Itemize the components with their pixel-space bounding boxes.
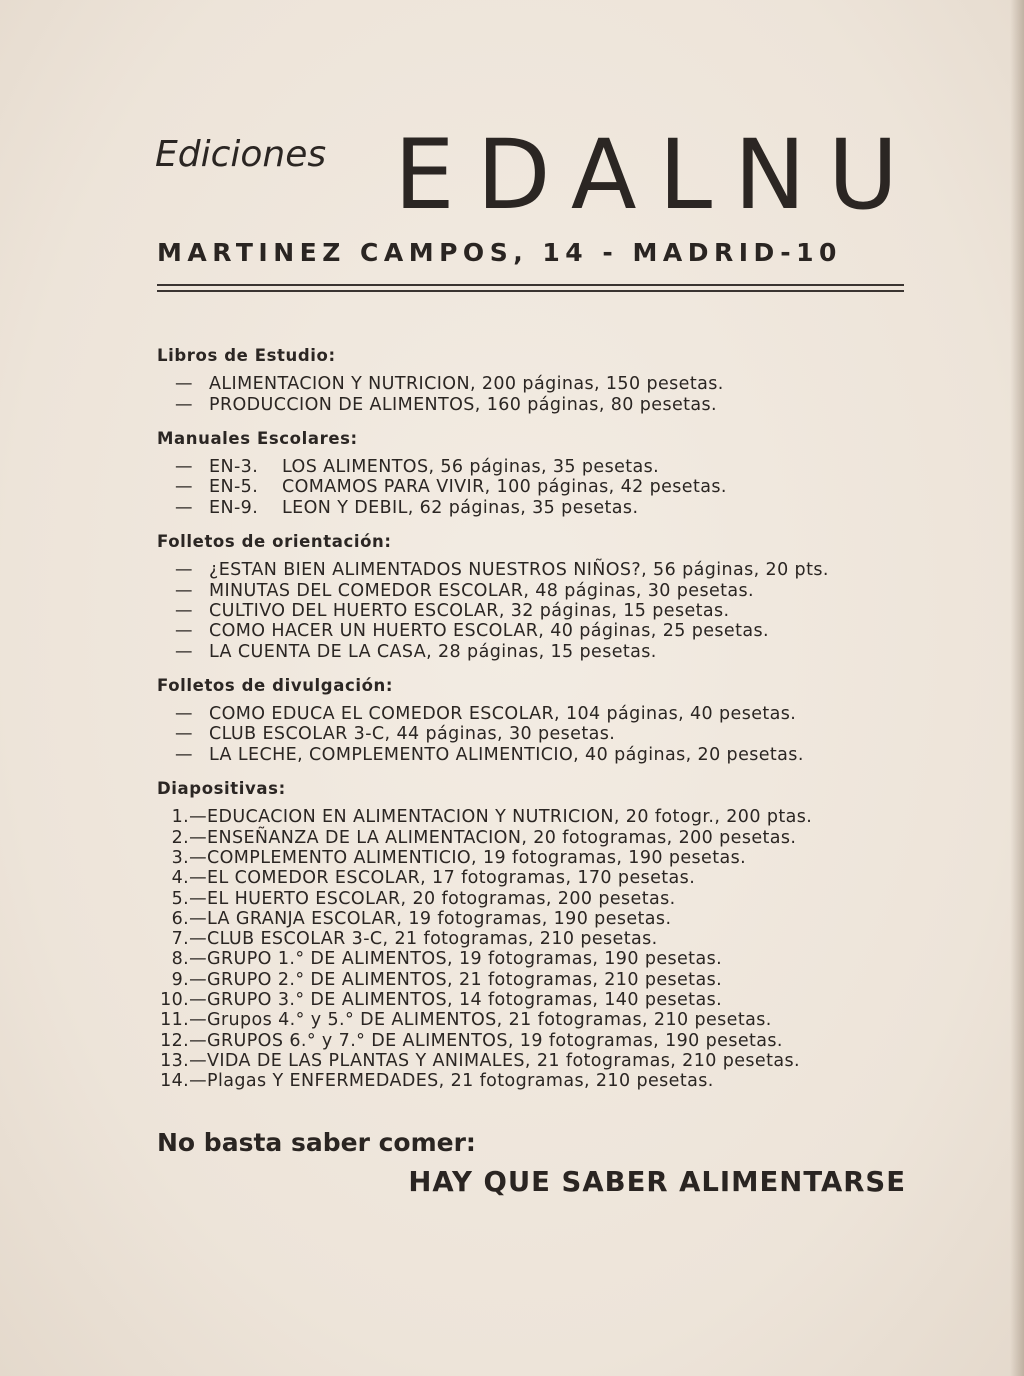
- catalog: [157, 346, 917, 1092]
- section-title-divulgacion: Folletos de divulgación:: [157, 675, 394, 695]
- list-manuales: [175, 457, 917, 518]
- list-item: 2.—ENSEÑANZA DE LA ALIMENTACION, 20 fotogramas, 200 pesetas.: [171, 827, 797, 848]
- section-title-manuales: Manuales Escolares:: [157, 428, 358, 448]
- list-item: 1.—EDUCACION EN ALIMENTACION Y NUTRICION, 20 fotogr., 200 ptas.: [171, 807, 813, 828]
- list-item: 14.—Plagas Y ENFERMEDADES, 21 fotogramas, 210 pesetas.: [160, 1071, 714, 1092]
- list-divulgacion: [175, 704, 917, 765]
- list-item: 5.—EL HUERTO ESCOLAR, 20 fotogramas, 200 pesetas.: [171, 888, 676, 909]
- slogan-line-2: HAY QUE SABER ALIMENTARSE: [408, 1166, 906, 1198]
- list-item: 8.—GRUPO 1.° DE ALIMENTOS, 19 fotogramas, 190 pesetas.: [171, 949, 723, 970]
- dash: —: [175, 724, 193, 745]
- section-title-diapositivas: Diapositivas:: [157, 779, 286, 799]
- dash: —: [175, 704, 193, 725]
- list-item: — MINUTAS DEL COMEDOR ESCOLAR, 48 páginas, 30 pesetas.: [175, 580, 755, 601]
- dash: —: [175, 497, 193, 518]
- dash: —: [175, 600, 193, 621]
- list-item: — PRODUCCION DE ALIMENTOS, 160 páginas, 80 pesetas.: [175, 394, 718, 415]
- section-title-libros: Libros de Estudio:: [157, 346, 336, 365]
- dash: —: [175, 394, 193, 415]
- slogan-line-1: No basta saber comer:: [157, 1128, 476, 1157]
- list-item: — LA LECHE, COMPLEMENTO ALIMENTICIO, 40 páginas, 20 pesetas.: [175, 744, 804, 765]
- dash: —: [175, 580, 193, 601]
- list-item: — CULTIVO DEL HUERTO ESCOLAR, 32 páginas, 15 pesetas.: [175, 600, 730, 621]
- list-item: — EN-3. LOS ALIMENTOS, 56 páginas, 35 pesetas.: [175, 457, 660, 478]
- list-item: — ¿ESTAN BIEN ALIMENTADOS NUESTROS NIÑOS?, 56 páginas, 20 pts.: [175, 560, 829, 581]
- list-item: 13.—VIDA DE LAS PLANTAS Y ANIMALES, 21 fotogramas, 210 pesetas.: [160, 1050, 800, 1071]
- list-item: — CLUB ESCOLAR 3-C, 44 páginas, 30 pesetas.: [175, 724, 616, 745]
- list-diapositivas: [157, 807, 917, 1091]
- list-item: 6.—LA GRANJA ESCOLAR, 19 fotogramas, 190 pesetas.: [171, 908, 672, 929]
- dash: —: [175, 457, 193, 478]
- ediciones-label: Ediciones: [155, 134, 327, 175]
- list-item: — EN-9. LEON Y DEBIL, 62 páginas, 35 pesetas.: [175, 497, 639, 518]
- list-item: 7.—CLUB ESCOLAR 3-C, 21 fotogramas, 210 pesetas.: [171, 929, 658, 950]
- list-libros: [175, 374, 917, 415]
- list-item: — COMO EDUCA EL COMEDOR ESCOLAR, 104 páginas, 40 pesetas.: [175, 704, 797, 725]
- brand-title: EDALNU: [394, 119, 921, 231]
- page-edge-shadow: [1010, 0, 1024, 1376]
- list-item: 11.—Grupos 4.° y 5.° DE ALIMENTOS, 21 fotogramas, 210 pesetas.: [160, 1010, 772, 1031]
- list-item: — LA CUENTA DE LA CASA, 28 páginas, 15 pesetas.: [175, 641, 657, 662]
- dash: —: [175, 477, 193, 498]
- dash: —: [175, 744, 193, 765]
- list-item: 3.—COMPLEMENTO ALIMENTICIO, 19 fotogramas, 190 pesetas.: [171, 847, 747, 868]
- list-item: 4.—EL COMEDOR ESCOLAR, 17 fotogramas, 170 pesetas.: [171, 868, 696, 889]
- dash: —: [175, 560, 193, 581]
- dash: —: [175, 641, 193, 662]
- list-item: — ALIMENTACION Y NUTRICION, 200 páginas, 150 pesetas.: [175, 374, 724, 395]
- list-item: — EN-5. COMAMOS PARA VIVIR, 100 páginas, 42 pesetas.: [175, 477, 727, 498]
- list-item: — COMO HACER UN HUERTO ESCOLAR, 40 páginas, 25 pesetas.: [175, 621, 769, 642]
- list-orientacion: [175, 560, 917, 661]
- list-item: 10.—GRUPO 3.° DE ALIMENTOS, 14 fotogramas, 140 pesetas.: [160, 990, 723, 1011]
- divider-bottom: [157, 290, 904, 292]
- dash: —: [175, 621, 193, 642]
- list-item: 12.—GRUPOS 6.° y 7.° DE ALIMENTOS, 19 fotogramas, 190 pesetas.: [160, 1030, 783, 1051]
- divider-top: [157, 284, 904, 286]
- section-title-orientacion: Folletos de orientación:: [157, 532, 392, 552]
- list-item: 9.—GRUPO 2.° DE ALIMENTOS, 21 fotogramas, 210 pesetas.: [171, 969, 723, 990]
- dash: —: [175, 374, 193, 395]
- address-line: MARTINEZ CAMPOS, 14 - MADRID-10: [157, 238, 842, 267]
